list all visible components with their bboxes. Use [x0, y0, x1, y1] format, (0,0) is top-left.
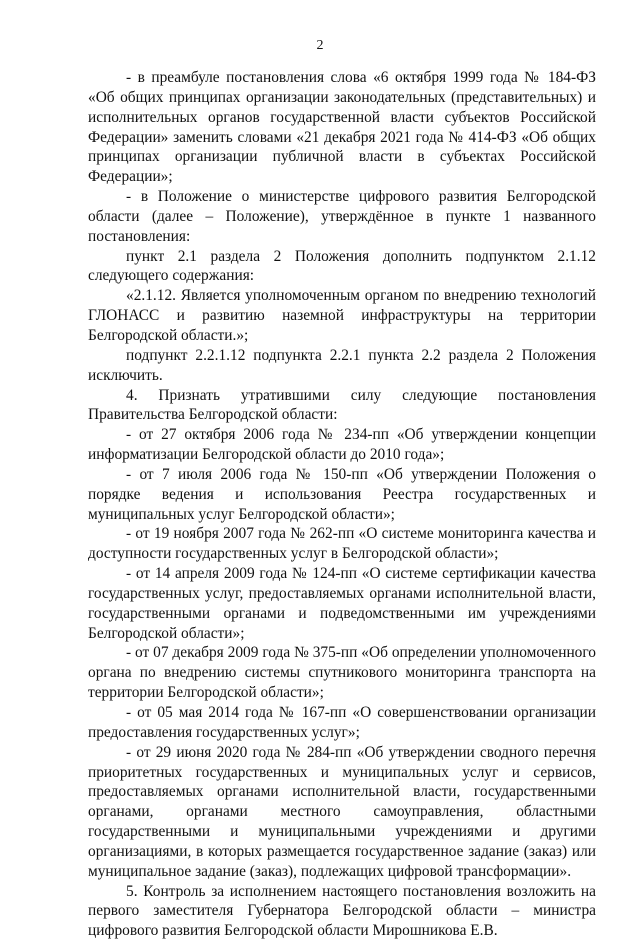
list-item-decree-167: - от 05 мая 2014 года № 167-пп «О совершенствовании организации предоставления государственных услуг»; [88, 704, 596, 741]
paragraph-item-4: 4. Признать утратившими силу следующие постановления Правительства Белгородской области: [88, 386, 596, 424]
paragraph-point-2-1: пункт 2.1 раздела 2 Положения дополнить подпунктом 2.1.12 следующего содержания: [88, 247, 596, 285]
list-item-decree-234: - от 27 октября 2006 года № 234-пп «Об утверждении концепции информатизации Белгородской области до 2010 года»; [88, 426, 596, 464]
list-item-decree-375: - от 07 декабря 2009 года № 375-пп «Об определении уполномоченного органа по внедрению системы спутникового мониторинга транспорта на территории Белгородской области»; [88, 644, 596, 702]
page-number: 2 [316, 38, 324, 53]
paragraph-regulation-amendment: - в Положение о министерстве цифрового развития Белгородской области (далее – Положение), утверждённое в пункте 1 названного постановления: [88, 188, 596, 245]
list-item-decree-284: - от 29 июня 2020 года № 284-пп «Об утверждении сводного перечня приоритетных государственных и муниципальных услуг и сервисов, предоставляемых органами исполнительной власти, государственными органами, органами местного самоуправления, областными государственными и муниципальными учреждениями и другими организациями, в которых размещается государственное задание (заказ) или муниципальное задание (заказ), подлежащих цифровой трансформации». [88, 743, 596, 880]
paragraph-preamble-amendment: - в преамбуле постановления слова «6 октября 1999 года № 184-ФЗ «Об общих принципах организации законодательных (представительных) и исполнительных органов государственной власти субъектов Российской Федерации» заменить словами «21 декабря 2021 года № 414-ФЗ «Об общих принципах организации публичной власти в субъектах Российской Федерации»; [88, 69, 596, 186]
paragraph-item-5: 5. Контроль за исполнением настоящего постановления возложить на первого заместителя Губернатора Белгородской области – министра цифрового развития Белгородской области Мирошникова Е.В. [88, 882, 596, 940]
list-item-decree-124: - от 14 апреля 2009 года № 124-пп «О системе сертификации качества государственных услуг, предоставляемых органами исполнительной власти, государственными органами и подведомственными им учреждениями Белгородской области»; [88, 565, 596, 642]
list-item-decree-262: - от 19 ноября 2007 года № 262-пп «О системе мониторинга качества и доступности государственных услуг в Белгородской области»; [88, 525, 596, 563]
paragraph-subpoint-2-1-12: «2.1.12. Является уполномоченным органом по внедрению технологий ГЛОНАСС и развитию наземной инфраструктуры на территории Белгородской области.»; [88, 287, 596, 344]
paragraph-subpoint-2-2-1-12: подпункт 2.2.1.12 подпункта 2.2.1 пункта 2.2 раздела 2 Положения исключить. [88, 346, 596, 384]
document-body [88, 68, 596, 941]
list-item-decree-150: - от 7 июля 2006 года № 150-пп «Об утверждении Положения о порядке ведения и использования Реестра государственных и муниципальных услуг Белгородской области»; [88, 465, 596, 523]
